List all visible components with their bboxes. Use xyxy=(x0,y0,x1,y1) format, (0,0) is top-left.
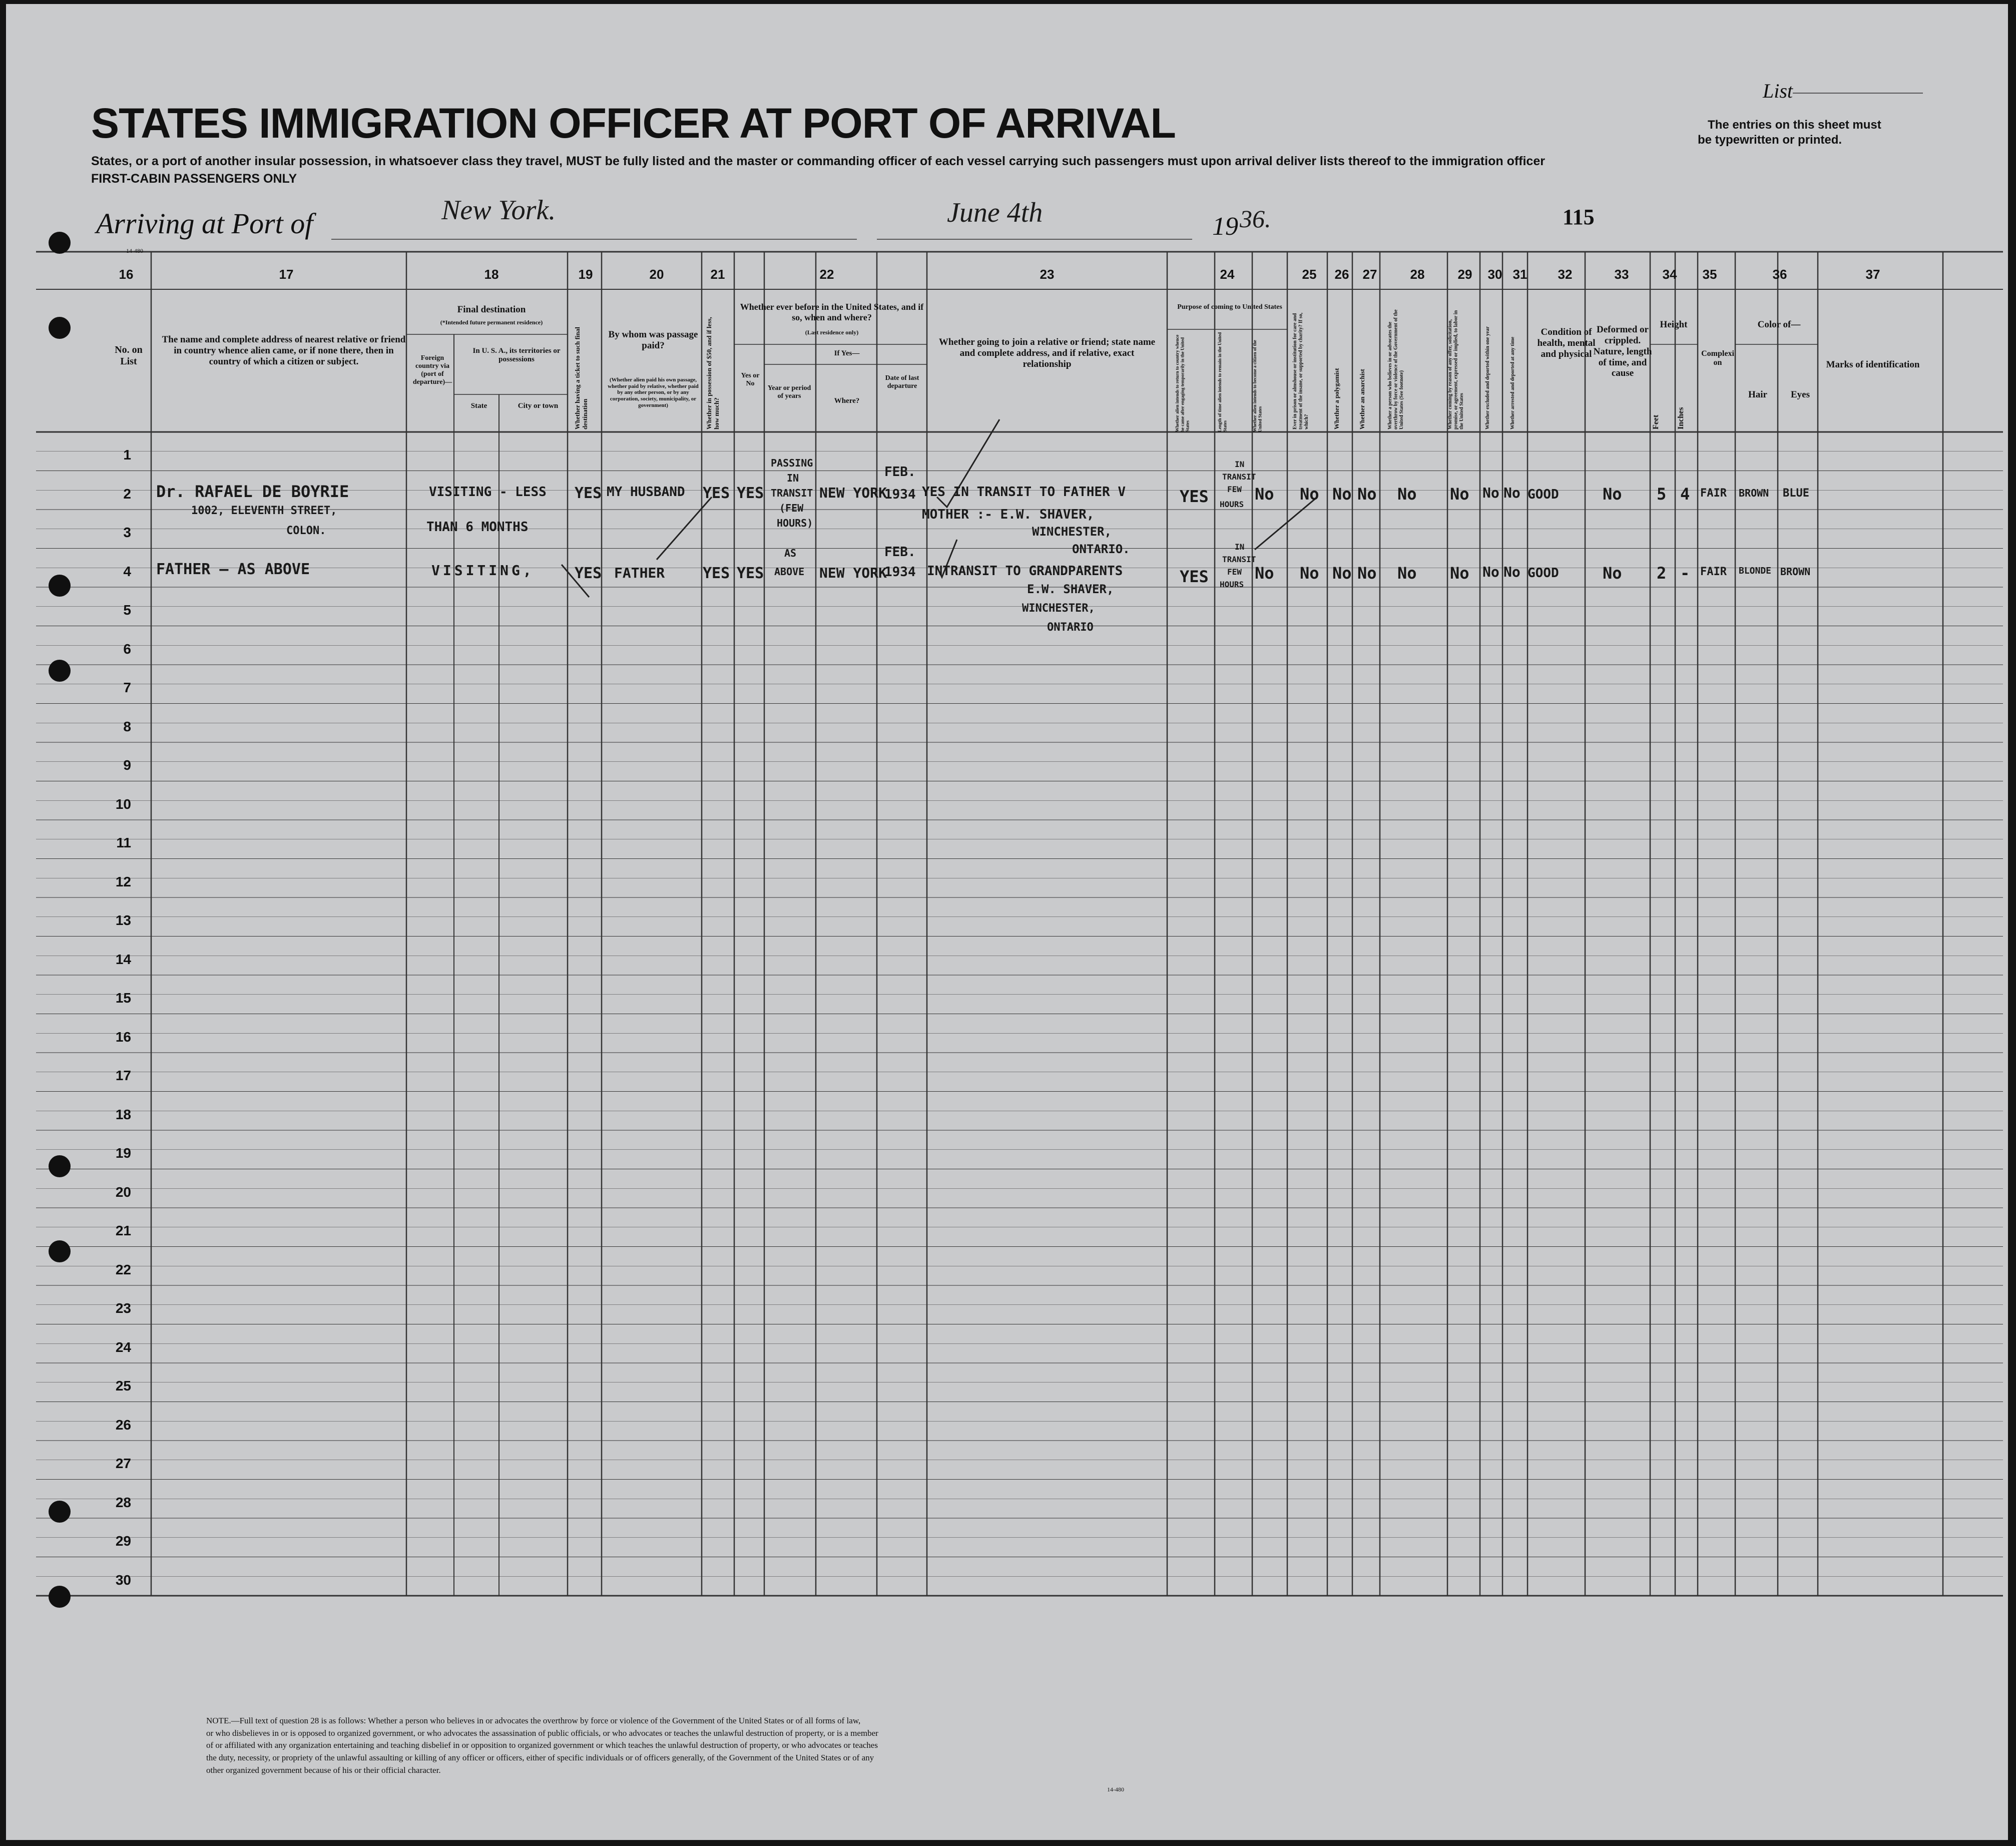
entry-complexion-3: FAIR xyxy=(1700,566,1727,578)
entry-feet-1: 5 xyxy=(1657,485,1667,504)
footnote-line: NOTE.—Full text of question 28 is as follows: Whether a person who believes in or advocates the overthrow by force or violence of the Government of the United States or of all forms of law, xyxy=(206,1716,861,1725)
header-eyes: Eyes xyxy=(1791,389,1810,400)
header-in-usa: In U. S. A., its territories or possessions xyxy=(472,347,561,364)
header-if-yes: If Yes— xyxy=(834,349,860,357)
col-number: 23 xyxy=(1040,267,1055,282)
binder-hole xyxy=(49,1501,71,1523)
arriving-label: Arriving at Port of xyxy=(96,207,313,240)
header-ticket: Whether having a ticket to such final destination xyxy=(574,327,589,429)
check-mark xyxy=(1255,497,1317,550)
row-number: 27 xyxy=(115,1456,131,1471)
entry-anarchist-1: No xyxy=(1357,485,1377,504)
entry-health-1: GOOD xyxy=(1528,487,1559,502)
header-prison: Ever in prison or almshouse or institution for care and treatment of the insane, or supported by charity? If so, which? xyxy=(1292,312,1309,429)
form-code-bottom: 14-480 xyxy=(1107,1786,1124,1793)
entry-length-3c: FEW xyxy=(1227,567,1242,577)
entry-where-1: NEW YORK xyxy=(819,485,887,501)
year-suffix: 36. xyxy=(1240,205,1271,233)
binder-hole xyxy=(49,1155,71,1177)
binder-hole xyxy=(49,575,71,597)
entry-money-3: YES xyxy=(703,565,730,582)
entry-inches-3: - xyxy=(1680,564,1690,583)
entry-hair-1: BROWN xyxy=(1739,487,1769,499)
header-purpose-return: Whether alien intends to return to country whence he came after engaging temporarily in the United States xyxy=(1175,334,1190,432)
entry-length-1a: IN xyxy=(1235,459,1245,469)
entry-length-3d: HOURS xyxy=(1220,580,1244,589)
row-number: 16 xyxy=(115,1029,131,1045)
form-code: 14-480 xyxy=(126,247,143,254)
row-number: 30 xyxy=(115,1572,131,1588)
row-number: 24 xyxy=(115,1339,131,1355)
entry-q31-1: No xyxy=(1503,485,1521,501)
binder-hole xyxy=(49,317,71,339)
header-join-relative: Whether going to join a relative or friend; state name and complete address, and if relative, exact relationship xyxy=(938,337,1156,369)
entry-prison-3: No xyxy=(1300,564,1319,583)
header-passage-paid-sub: (Whether alien paid his own passage, whether paid by relative, whether paid by any other person, or by any corporation, society, municipality, or government) xyxy=(608,377,699,408)
check-mark xyxy=(657,497,712,560)
entry-purpose-3: YES xyxy=(1180,567,1209,586)
header-date-departure: Date of last departure xyxy=(885,374,919,390)
entry-join-2: MOTHER :- E.W. SHAVER, xyxy=(922,507,1095,522)
entry-dest-2: THAN 6 MONTHS xyxy=(426,520,529,535)
manifest-sheet xyxy=(6,4,2008,1840)
col-number: 24 xyxy=(1220,267,1235,282)
col-number: 32 xyxy=(1558,267,1573,282)
header-city: City or town xyxy=(518,402,559,410)
row-number: 12 xyxy=(115,873,131,889)
entry-address-2: COLON. xyxy=(286,525,326,537)
header-inches: Inches xyxy=(1677,407,1685,429)
col-number: 17 xyxy=(279,267,294,282)
entry-year-3a: AS xyxy=(784,547,797,559)
entry-feet-3: 2 xyxy=(1657,564,1667,583)
col-number: 35 xyxy=(1702,267,1717,282)
header-purpose: Purpose of coming to United States xyxy=(1177,303,1282,311)
header-final-destination-sub: (*Intended future permanent residence) xyxy=(440,319,543,326)
header-state: State xyxy=(470,402,487,410)
row-number: 1 xyxy=(123,447,131,463)
binder-hole xyxy=(49,660,71,682)
entry-where-3: NEW YORK xyxy=(819,565,887,581)
header-yes-or-no: Yes or No xyxy=(741,372,760,388)
col-number: 27 xyxy=(1362,267,1377,282)
entry-deformed-3: No xyxy=(1603,564,1622,583)
row-number: 8 xyxy=(123,718,131,734)
row-number: 19 xyxy=(115,1145,131,1161)
col-number: 28 xyxy=(1410,267,1425,282)
col-number: 33 xyxy=(1614,267,1629,282)
row-number: 10 xyxy=(115,796,131,812)
row-number: 29 xyxy=(115,1533,131,1549)
year-prefix: 19 xyxy=(1212,212,1238,241)
header-health: Condition of health, mental and physical xyxy=(1537,327,1596,359)
header-marks: Marks of identification xyxy=(1826,359,1920,370)
header-arrested-deported: Whether arrested and deported at any time xyxy=(1510,336,1516,429)
binder-hole xyxy=(49,232,71,254)
row-number: 4 xyxy=(123,563,131,579)
entry-dest-1: VISITING - LESS xyxy=(429,485,547,500)
header-feet: Feet xyxy=(1652,414,1660,429)
col-number: 30 xyxy=(1487,267,1502,282)
form-intro: States, or a port of another insular possession, in whatsoever class they travel, MUST be fully listed and the master or commanding officer of each vessel carrying such passengers must upon arrival deliver lists thereof to the immigration officer xyxy=(91,154,1545,168)
header-height: Height xyxy=(1660,319,1688,330)
entry-join-6: E.W. SHAVER, xyxy=(1027,582,1114,596)
entries-note-1: The entries on this sheet must xyxy=(1708,118,1881,132)
header-where: Where? xyxy=(834,397,860,405)
entry-join-7: WINCHESTER, xyxy=(1022,602,1095,615)
entry-paid-3: FATHER xyxy=(614,565,665,581)
header-relative-address: The name and complete address of nearest relative or friend in country whence alien came, or if none there, then in country of which a citizen or subject. xyxy=(162,334,406,367)
entry-year-1: PASSING xyxy=(771,457,813,469)
header-no-on-list: No. on List xyxy=(115,344,143,367)
col-number: 26 xyxy=(1334,267,1349,282)
entry-join-1: YES IN TRANSIT TO FATHER V xyxy=(922,485,1126,500)
header-polygamist: Whether a polygamist xyxy=(1333,368,1340,429)
header-hair: Hair xyxy=(1748,389,1767,400)
footnote xyxy=(206,1715,878,1776)
entry-name-1: Dr. RAFAEL DE BOYRIE xyxy=(156,482,349,501)
entry-join-4: ONTARIO. xyxy=(1072,542,1130,556)
col-number: 37 xyxy=(1865,267,1880,282)
row-number: 28 xyxy=(115,1494,131,1510)
entry-money-1: YES xyxy=(703,485,730,502)
header-purpose-citizen: Whether alien intends to become a citizen of the United States xyxy=(1252,340,1263,432)
entry-polygamist-3: No xyxy=(1332,564,1352,583)
entry-deformed-1: No xyxy=(1603,485,1622,504)
entry-dest-3: VISITING, xyxy=(431,562,535,579)
entry-ticket-1: YES xyxy=(575,485,602,502)
header-fifty-dollars: Whether in possession of $50, and if less, how much? xyxy=(705,317,720,429)
entry-prison-1: No xyxy=(1300,485,1319,504)
footnote-line: of or affiliated with any organization entertaining and teaching disbelief in or opposition to organized government or which teaches the unlawful destruction of property, or who advocates or teaches xyxy=(206,1740,878,1750)
port-value: New York. xyxy=(441,195,556,226)
row-number: 6 xyxy=(123,641,131,657)
row-number: 9 xyxy=(123,757,131,773)
row-number: 14 xyxy=(115,951,131,967)
row-number: 11 xyxy=(116,835,131,850)
entry-before-3: YES xyxy=(737,565,764,582)
entry-date-3b: 1934 xyxy=(884,565,916,580)
header-color-of: Color of— xyxy=(1757,319,1801,330)
entry-q29-1: No xyxy=(1450,485,1469,504)
col-number: 22 xyxy=(819,267,834,282)
footnote-line: or who disbelieves in or is opposed to organized government, or who advocates the assassination of public officials, or who advocates or teaches the unlawful destruction of property, or is a member xyxy=(206,1728,878,1738)
entry-length-1d: HOURS xyxy=(1220,500,1244,509)
header-anarchist: Whether an anarchist xyxy=(1358,369,1366,429)
list-label: List xyxy=(1763,80,1793,102)
entry-eyes-3: BROWN xyxy=(1780,566,1811,578)
entry-year-2: IN xyxy=(787,472,799,484)
header-purpose-length: Length of time alien intends to remain in the United States xyxy=(1217,332,1228,432)
entry-q29-3: No xyxy=(1450,564,1469,583)
form-subtitle: FIRST-CABIN PASSENGERS ONLY xyxy=(91,172,297,186)
entry-q30-3: No xyxy=(1482,564,1499,580)
entry-q28-1: No xyxy=(1397,485,1417,504)
col-number: 18 xyxy=(484,267,499,282)
entry-hair-3: BLONDE xyxy=(1739,566,1772,576)
row-number: 13 xyxy=(115,912,131,928)
entry-date-1b: 1934 xyxy=(884,487,916,502)
header-deformed: Deformed or crippled. Nature, length of time, and cause xyxy=(1593,324,1652,379)
entry-length-1c: FEW xyxy=(1227,485,1242,494)
col-number: 31 xyxy=(1513,267,1528,282)
entry-paid-1: MY HUSBAND xyxy=(607,485,685,500)
col-number: 34 xyxy=(1662,267,1677,282)
entries-note-2: be typewritten or printed. xyxy=(1698,133,1842,147)
entry-year-3b: ABOVE xyxy=(774,566,805,578)
header-labor-offer: Whether coming by reason of any offer, solicitation, promise, or agreement, expressed or implied, to labor in the United States xyxy=(1447,310,1464,429)
entry-join-5: INTRANSIT TO GRANDPARENTS xyxy=(927,564,1123,579)
row-number: 21 xyxy=(115,1223,131,1238)
row-number: 5 xyxy=(123,602,131,618)
entry-year-5: HOURS) xyxy=(777,517,813,529)
entry-date-3a: FEB. xyxy=(884,545,916,560)
col-number: 21 xyxy=(710,267,725,282)
col-number: 29 xyxy=(1457,267,1472,282)
col-number: 16 xyxy=(119,267,134,282)
entry-purpose-1: YES xyxy=(1180,487,1209,506)
row-number: 17 xyxy=(115,1068,131,1083)
row-number: 20 xyxy=(115,1184,131,1200)
entry-length-3a: IN xyxy=(1235,542,1245,552)
entry-length-1b: TRANSIT xyxy=(1222,472,1256,482)
header-complexion: Complexion xyxy=(1701,349,1734,367)
entry-join-3: WINCHESTER, xyxy=(1032,525,1112,539)
col-number: 20 xyxy=(649,267,664,282)
entry-q30-1: No xyxy=(1482,485,1499,501)
row-number: 3 xyxy=(123,525,131,540)
date-value: June 4th xyxy=(947,197,1043,228)
entry-health-3: GOOD xyxy=(1528,566,1559,581)
row-number: 15 xyxy=(115,990,131,1006)
header-ever-before-sub: (Last residence only) xyxy=(805,329,859,336)
footnote-line: other organized government because of his or their official character. xyxy=(206,1765,441,1775)
header-foreign-country: Foreign country via (port of departure)— xyxy=(412,354,452,386)
entry-address-1: 1002, ELEVENTH STREET, xyxy=(191,505,337,517)
row-number: 22 xyxy=(115,1261,131,1277)
header-final-destination: Final destination xyxy=(457,304,526,315)
entry-length-3b: TRANSIT xyxy=(1222,555,1256,564)
row-number: 23 xyxy=(115,1300,131,1316)
col-number: 19 xyxy=(578,267,593,282)
header-excluded-deported: Whether excluded and deported within one year xyxy=(1485,326,1490,429)
entry-citizen-1: No xyxy=(1255,485,1274,504)
binder-hole xyxy=(49,1240,71,1262)
entry-polygamist-1: No xyxy=(1332,485,1352,504)
form-title: STATES IMMIGRATION OFFICER AT PORT OF ARRIVAL xyxy=(91,100,1176,147)
row-number: 7 xyxy=(123,680,131,695)
row-number: 26 xyxy=(115,1417,131,1433)
row-number: 18 xyxy=(115,1106,131,1122)
col-number: 36 xyxy=(1772,267,1787,282)
footnote-line: the duty, necessity, or propriety of the unlawful assaulting or killing of any officer or officers, either of specific individuals or of officers generally, of the Government of the United States or of any xyxy=(206,1752,874,1762)
entry-q28-3: No xyxy=(1397,564,1417,583)
entry-complexion-1: FAIR xyxy=(1700,487,1727,500)
entry-anarchist-3: No xyxy=(1357,564,1377,583)
entry-date-1a: FEB. xyxy=(884,465,916,480)
entry-ticket-3: YES xyxy=(575,565,602,582)
entry-q31-3: No xyxy=(1503,564,1521,580)
entry-before-1: YES xyxy=(737,485,764,502)
col-number: 25 xyxy=(1302,267,1317,282)
binder-hole xyxy=(49,1586,71,1608)
entry-inches-1: 4 xyxy=(1680,485,1690,504)
sheet-number: 115 xyxy=(1563,205,1595,229)
entry-join-8: ONTARIO xyxy=(1047,621,1094,634)
entry-name-3: FATHER — AS ABOVE xyxy=(156,561,310,578)
header-year-period: Year or period of years xyxy=(767,384,811,400)
entry-year-3: TRANSIT xyxy=(771,487,813,499)
header-passage-paid: By whom was passage paid? xyxy=(608,329,698,351)
entry-citizen-3: No xyxy=(1255,564,1274,583)
row-number: 2 xyxy=(123,486,131,502)
row-number: 25 xyxy=(115,1378,131,1394)
entry-eyes-1: BLUE xyxy=(1783,487,1809,500)
entry-year-4: (FEW xyxy=(779,502,804,514)
header-ever-before: Whether ever before in the United States, and if so, when and where? xyxy=(740,302,924,322)
header-question-28: Whether a person who believes in or advocates the overthrow by force or violence of the Government of the United States (See footnote) xyxy=(1387,309,1404,429)
